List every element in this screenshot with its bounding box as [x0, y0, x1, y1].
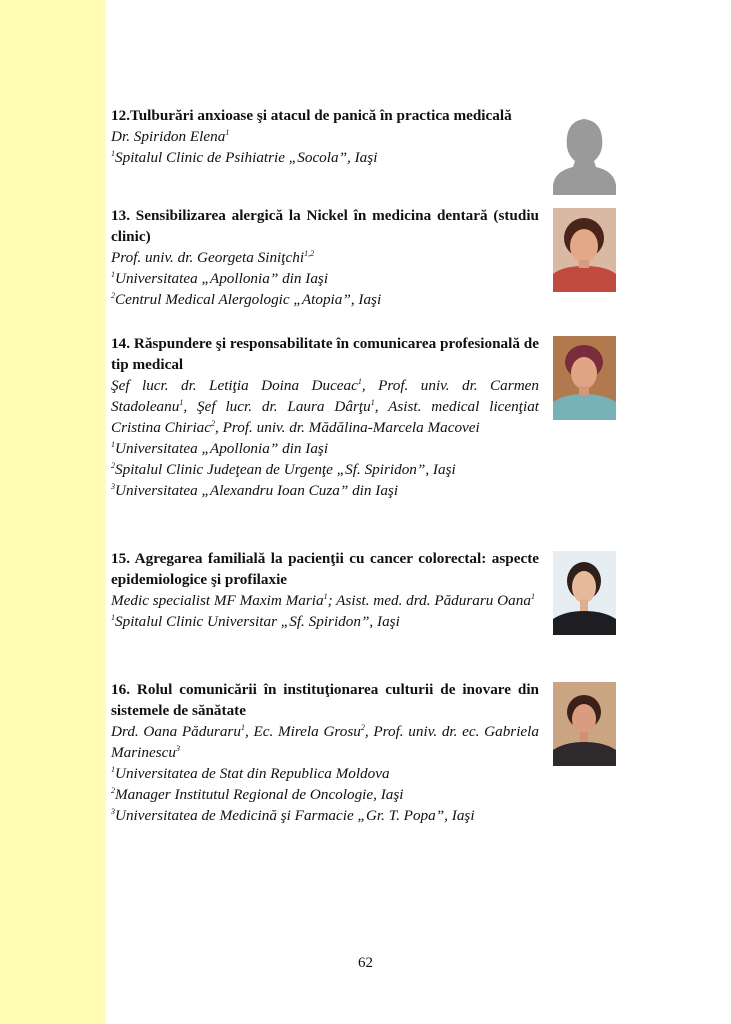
affiliation-line	[111, 480, 539, 501]
entry-15	[111, 548, 539, 632]
author-affiliation-mark: 1	[240, 722, 245, 732]
author-text: ; Asist. med. drd. Păduraru Oana	[327, 592, 531, 609]
author-affiliation-mark: 1	[530, 591, 535, 601]
author-photo	[553, 208, 616, 292]
author-text: , Prof. univ. dr. ec. Gabriela Marinescu	[111, 723, 539, 761]
affiliation-line	[111, 438, 539, 459]
affiliation-number: 1	[111, 764, 115, 774]
affiliation-line	[111, 268, 539, 289]
entry-title: 12.Tulburări anxioase şi atacul de panică în practica medicală	[111, 107, 512, 124]
affiliation-text: Universitatea „Apollonia” din Iaşi	[115, 440, 329, 457]
affiliation-text: Spitalul Clinic Universitar „Sf. Spiridon”, Iaşi	[115, 613, 400, 630]
affiliation-text: Universitatea „Apollonia” din Iaşi	[115, 270, 329, 287]
entry-authors	[111, 247, 539, 268]
author-text: , Prof. univ. dr. Mădălina-Marcela Macovei	[215, 419, 480, 436]
entry-14	[111, 333, 539, 501]
entry-16	[111, 679, 539, 826]
affiliation-number: 1	[111, 269, 115, 279]
entry-12	[111, 105, 539, 168]
affiliation-text: Spitalul Clinic Judeţean de Urgenţe „Sf. Spiridon”, Iaşi	[115, 461, 456, 478]
affiliation-line	[111, 611, 539, 632]
affiliation-number: 1	[111, 612, 115, 622]
entry-authors	[111, 590, 539, 611]
entry-authors	[111, 721, 539, 763]
author-affiliation-mark: 3	[175, 743, 180, 753]
affiliation-line	[111, 289, 539, 310]
affiliation-text: Manager Institutul Regional de Oncologie, Iaşi	[115, 786, 404, 803]
entry-title: 13. Sensibilizarea alergică la Nickel în medicina dentară (studiu clinic)	[111, 207, 539, 245]
affiliation-text: Spitalul Clinic de Psihiatrie „Socola”, Iaşi	[115, 149, 378, 166]
entry-affiliations	[111, 438, 539, 501]
affiliation-text: Universitatea „Alexandru Ioan Cuza” din Iaşi	[115, 482, 399, 499]
affiliation-line	[111, 147, 539, 168]
author-text: Şef lucr. dr. Letiţia Doina Duceac	[111, 377, 358, 394]
author-text: , Ec. Mirela Grosu	[244, 723, 361, 740]
affiliation-number: 3	[111, 481, 115, 491]
entry-affiliations	[111, 268, 539, 310]
author-photo	[553, 682, 616, 766]
entry-title: 14. Răspundere şi responsabilitate în comunicarea profesională de tip medical	[111, 335, 539, 373]
author-photo	[553, 336, 616, 420]
author-text: Drd. Oana Păduraru	[111, 723, 241, 740]
affiliation-line	[111, 763, 539, 784]
author-text: Medic specialist MF Maxim Maria	[111, 592, 324, 609]
author-affiliation-mark: 1	[357, 376, 362, 386]
entry-affiliations	[111, 763, 539, 826]
affiliation-line	[111, 784, 539, 805]
entry-authors	[111, 126, 539, 147]
affiliation-number: 2	[111, 785, 115, 795]
author-photo-placeholder	[553, 111, 616, 195]
entry-title: 16. Rolul comunicării în instituţionarea culturii de inovare din sistemele de sănătate	[111, 681, 539, 719]
entry-title: 15. Agregarea familială la pacienţii cu cancer colorectal: aspecte epidemiologice şi profilaxie	[111, 550, 539, 588]
affiliation-number: 3	[111, 806, 115, 816]
author-text: Prof. univ. dr. Georgeta Siniţchi	[111, 249, 305, 266]
affiliation-number: 1	[111, 148, 115, 158]
author-affiliation-mark: 2	[211, 418, 216, 428]
entry-affiliations	[111, 611, 539, 632]
page-margin-band	[0, 0, 106, 1024]
affiliation-number: 2	[111, 290, 115, 300]
affiliation-text: Universitatea de Stat din Republica Moldova	[115, 765, 390, 782]
affiliation-text: Centrul Medical Alergologic „Atopia”, Iaşi	[115, 291, 382, 308]
author-text: , Prof. univ. dr. Carmen Stadoleanu	[111, 377, 539, 415]
author-affiliation-mark: 1	[370, 397, 375, 407]
author-photo	[553, 551, 616, 635]
author-affiliation-mark: 1,2	[304, 248, 315, 258]
affiliation-line	[111, 805, 539, 826]
author-affiliation-mark: 1	[323, 591, 328, 601]
entry-affiliations	[111, 147, 539, 168]
affiliation-number: 2	[111, 460, 115, 470]
author-text: Dr. Spiridon Elena	[111, 128, 226, 145]
author-affiliation-mark: 1	[225, 127, 230, 137]
affiliation-line	[111, 459, 539, 480]
affiliation-text: Universitatea de Medicină şi Farmacie „Gr. T. Popa”, Iaşi	[115, 807, 475, 824]
author-affiliation-mark: 2	[360, 722, 365, 732]
author-text: , Şef lucr. dr. Laura Dârţu	[183, 398, 371, 415]
author-text: , Asist. medical licenţiat Cristina Chiriac	[111, 398, 540, 436]
author-affiliation-mark: 1	[179, 397, 184, 407]
entry-13	[111, 205, 539, 310]
entry-authors	[111, 375, 539, 438]
affiliation-number: 1	[111, 439, 115, 449]
page-number: 62	[358, 955, 373, 971]
